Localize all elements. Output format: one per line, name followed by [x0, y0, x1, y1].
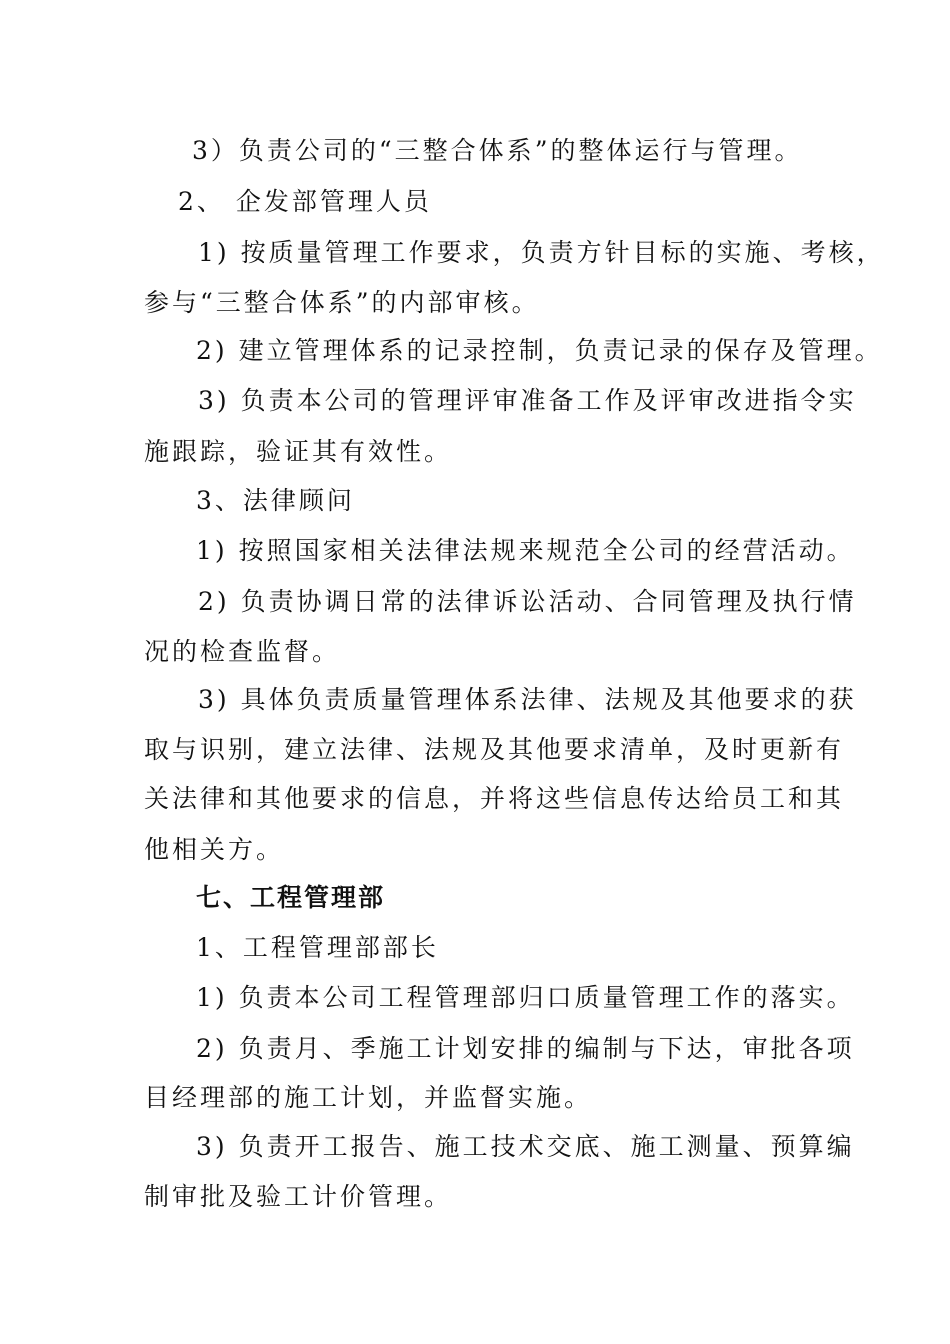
section-heading: 1、工程管理部部长	[196, 933, 439, 962]
para-line: 1) 按质量管理工作要求，负责方针目标的实施、考核，	[198, 238, 885, 267]
para-line: 3) 负责本公司的管理评审准备工作及评审改进指令实	[198, 386, 857, 415]
para-line: 2) 负责月、季施工计划安排的编制与下达，审批各项	[196, 1034, 855, 1063]
para-line: 制审批及验工计价管理。	[144, 1182, 453, 1211]
para-line: 2) 负责协调日常的法律诉讼活动、合同管理及执行情	[198, 587, 857, 616]
para-line: 3) 具体负责质量管理体系法律、法规及其他要求的获	[198, 685, 857, 714]
para-line: 况的检查监督。	[144, 637, 341, 666]
para-line: 1) 按照国家相关法律法规来规范全公司的经营活动。	[196, 536, 855, 565]
para-line: 他相关方。	[144, 835, 285, 864]
chapter-heading: 七、工程管理部	[196, 883, 386, 912]
para-line: 1) 负责本公司工程管理部归口质量管理工作的落实。	[196, 983, 855, 1012]
para-line: 取与识别，建立法律、法规及其他要求清单，及时更新有	[144, 735, 845, 764]
para-line: 关法律和其他要求的信息，并将这些信息传达给员工和其	[144, 784, 845, 813]
para-line: 3) 负责开工报告、施工技术交底、施工测量、预算编	[196, 1132, 855, 1161]
para-line: 参与“三整合体系”的内部审核。	[144, 288, 540, 317]
para-line: 3）负责公司的“三整合体系”的整体运行与管理。	[192, 136, 803, 165]
para-line: 2) 建立管理体系的记录控制，负责记录的保存及管理。	[196, 336, 883, 365]
section-heading: 2、 企发部管理人员	[178, 187, 432, 216]
para-line: 目经理部的施工计划，并监督实施。	[144, 1083, 593, 1112]
section-heading: 3、法律顾问	[196, 486, 355, 515]
para-line: 施跟踪，验证其有效性。	[144, 437, 453, 466]
